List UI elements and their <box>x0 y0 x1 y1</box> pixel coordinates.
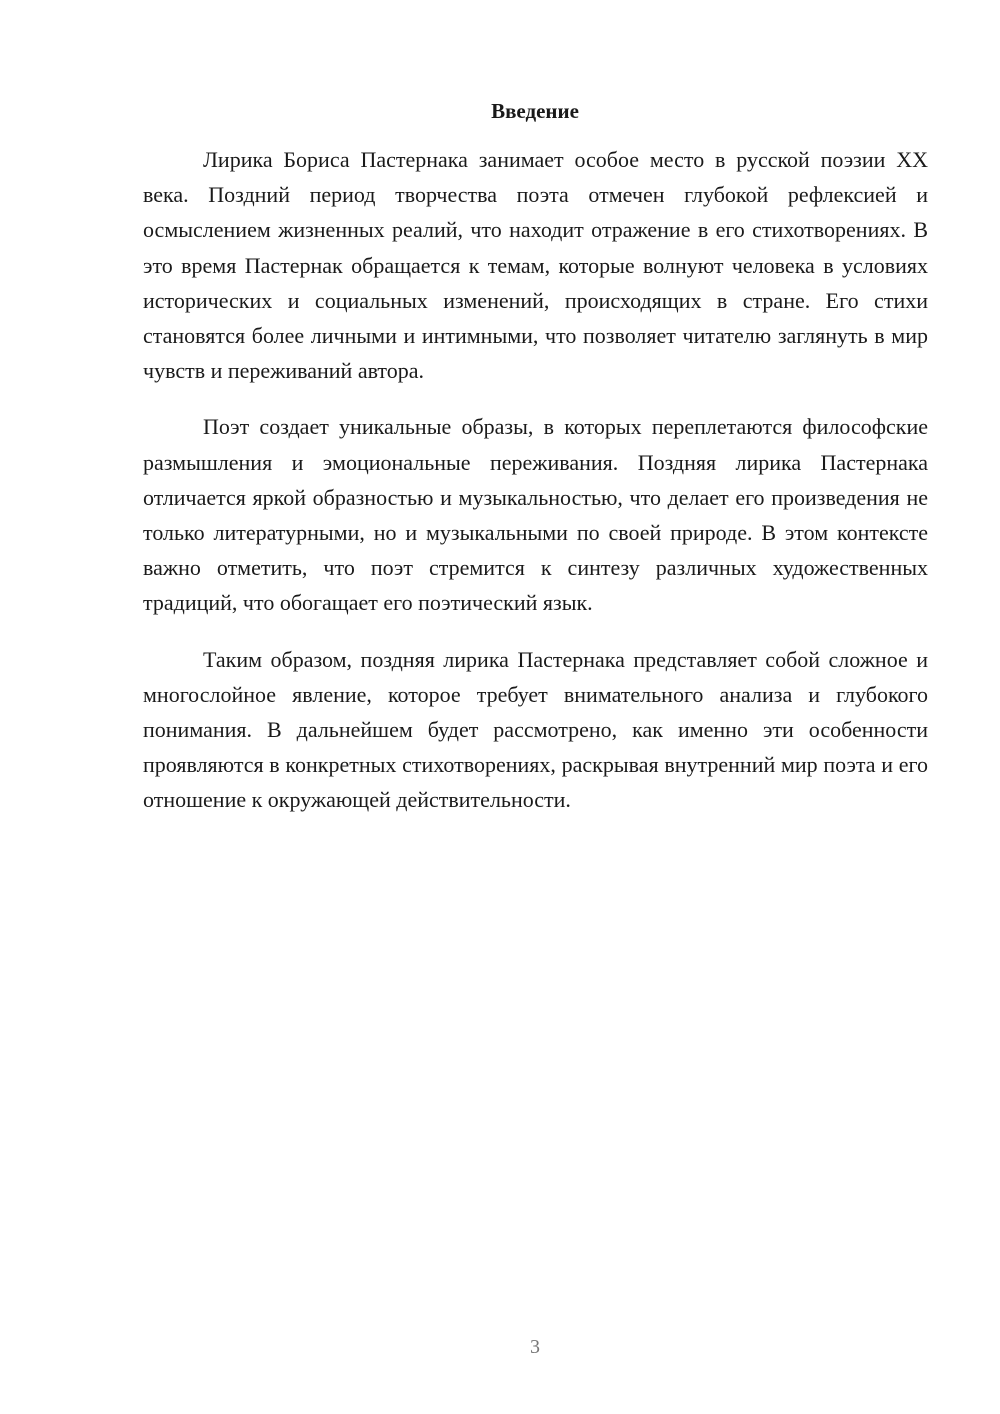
paragraph-2: Поэт создает уникальные образы, в которых переплетаются философские размышления и эмоциональные переживания. Поздняя лирика Пастернака отличается яркой образностью и музыкальностью, что делает его произведения не только литературными, но и музыкальными по своей природе. В этом контексте важно отметить, что поэт стремится к синтезу различных художественных традиций, что обогащает его поэтический язык. <box>143 414 928 616</box>
page-number: 3 <box>530 1336 540 1358</box>
section-heading: Введение <box>491 99 579 123</box>
paragraph-3: Таким образом, поздняя лирика Пастернака представляет собой сложное и многослойное явление, которое требует внимательного анализа и глубокого понимания. В дальнейшем будет рассмотрено, как именно эти особенности проявляются в конкретных стихотворениях, раскрывая внутренний мир поэта и его отношение к окружающей действительности. <box>143 646 928 813</box>
paragraph-1: Лирика Бориса Пастернака занимает особое место в русской поэзии XX века. Поздний период творчества поэта отмечен глубокой рефлексией и осмыслением жизненных реалий, что находит отражение в его стихотворениях. В это время Пастернак обращается к темам, которые волнуют человека в условиях исторических и социальных изменений, происходящих в стране. Его стихи становятся более личными и интимными, что позволяет читателю заглянуть в мир чувств и переживаний автора. <box>143 147 928 384</box>
body-text <box>143 142 928 839</box>
